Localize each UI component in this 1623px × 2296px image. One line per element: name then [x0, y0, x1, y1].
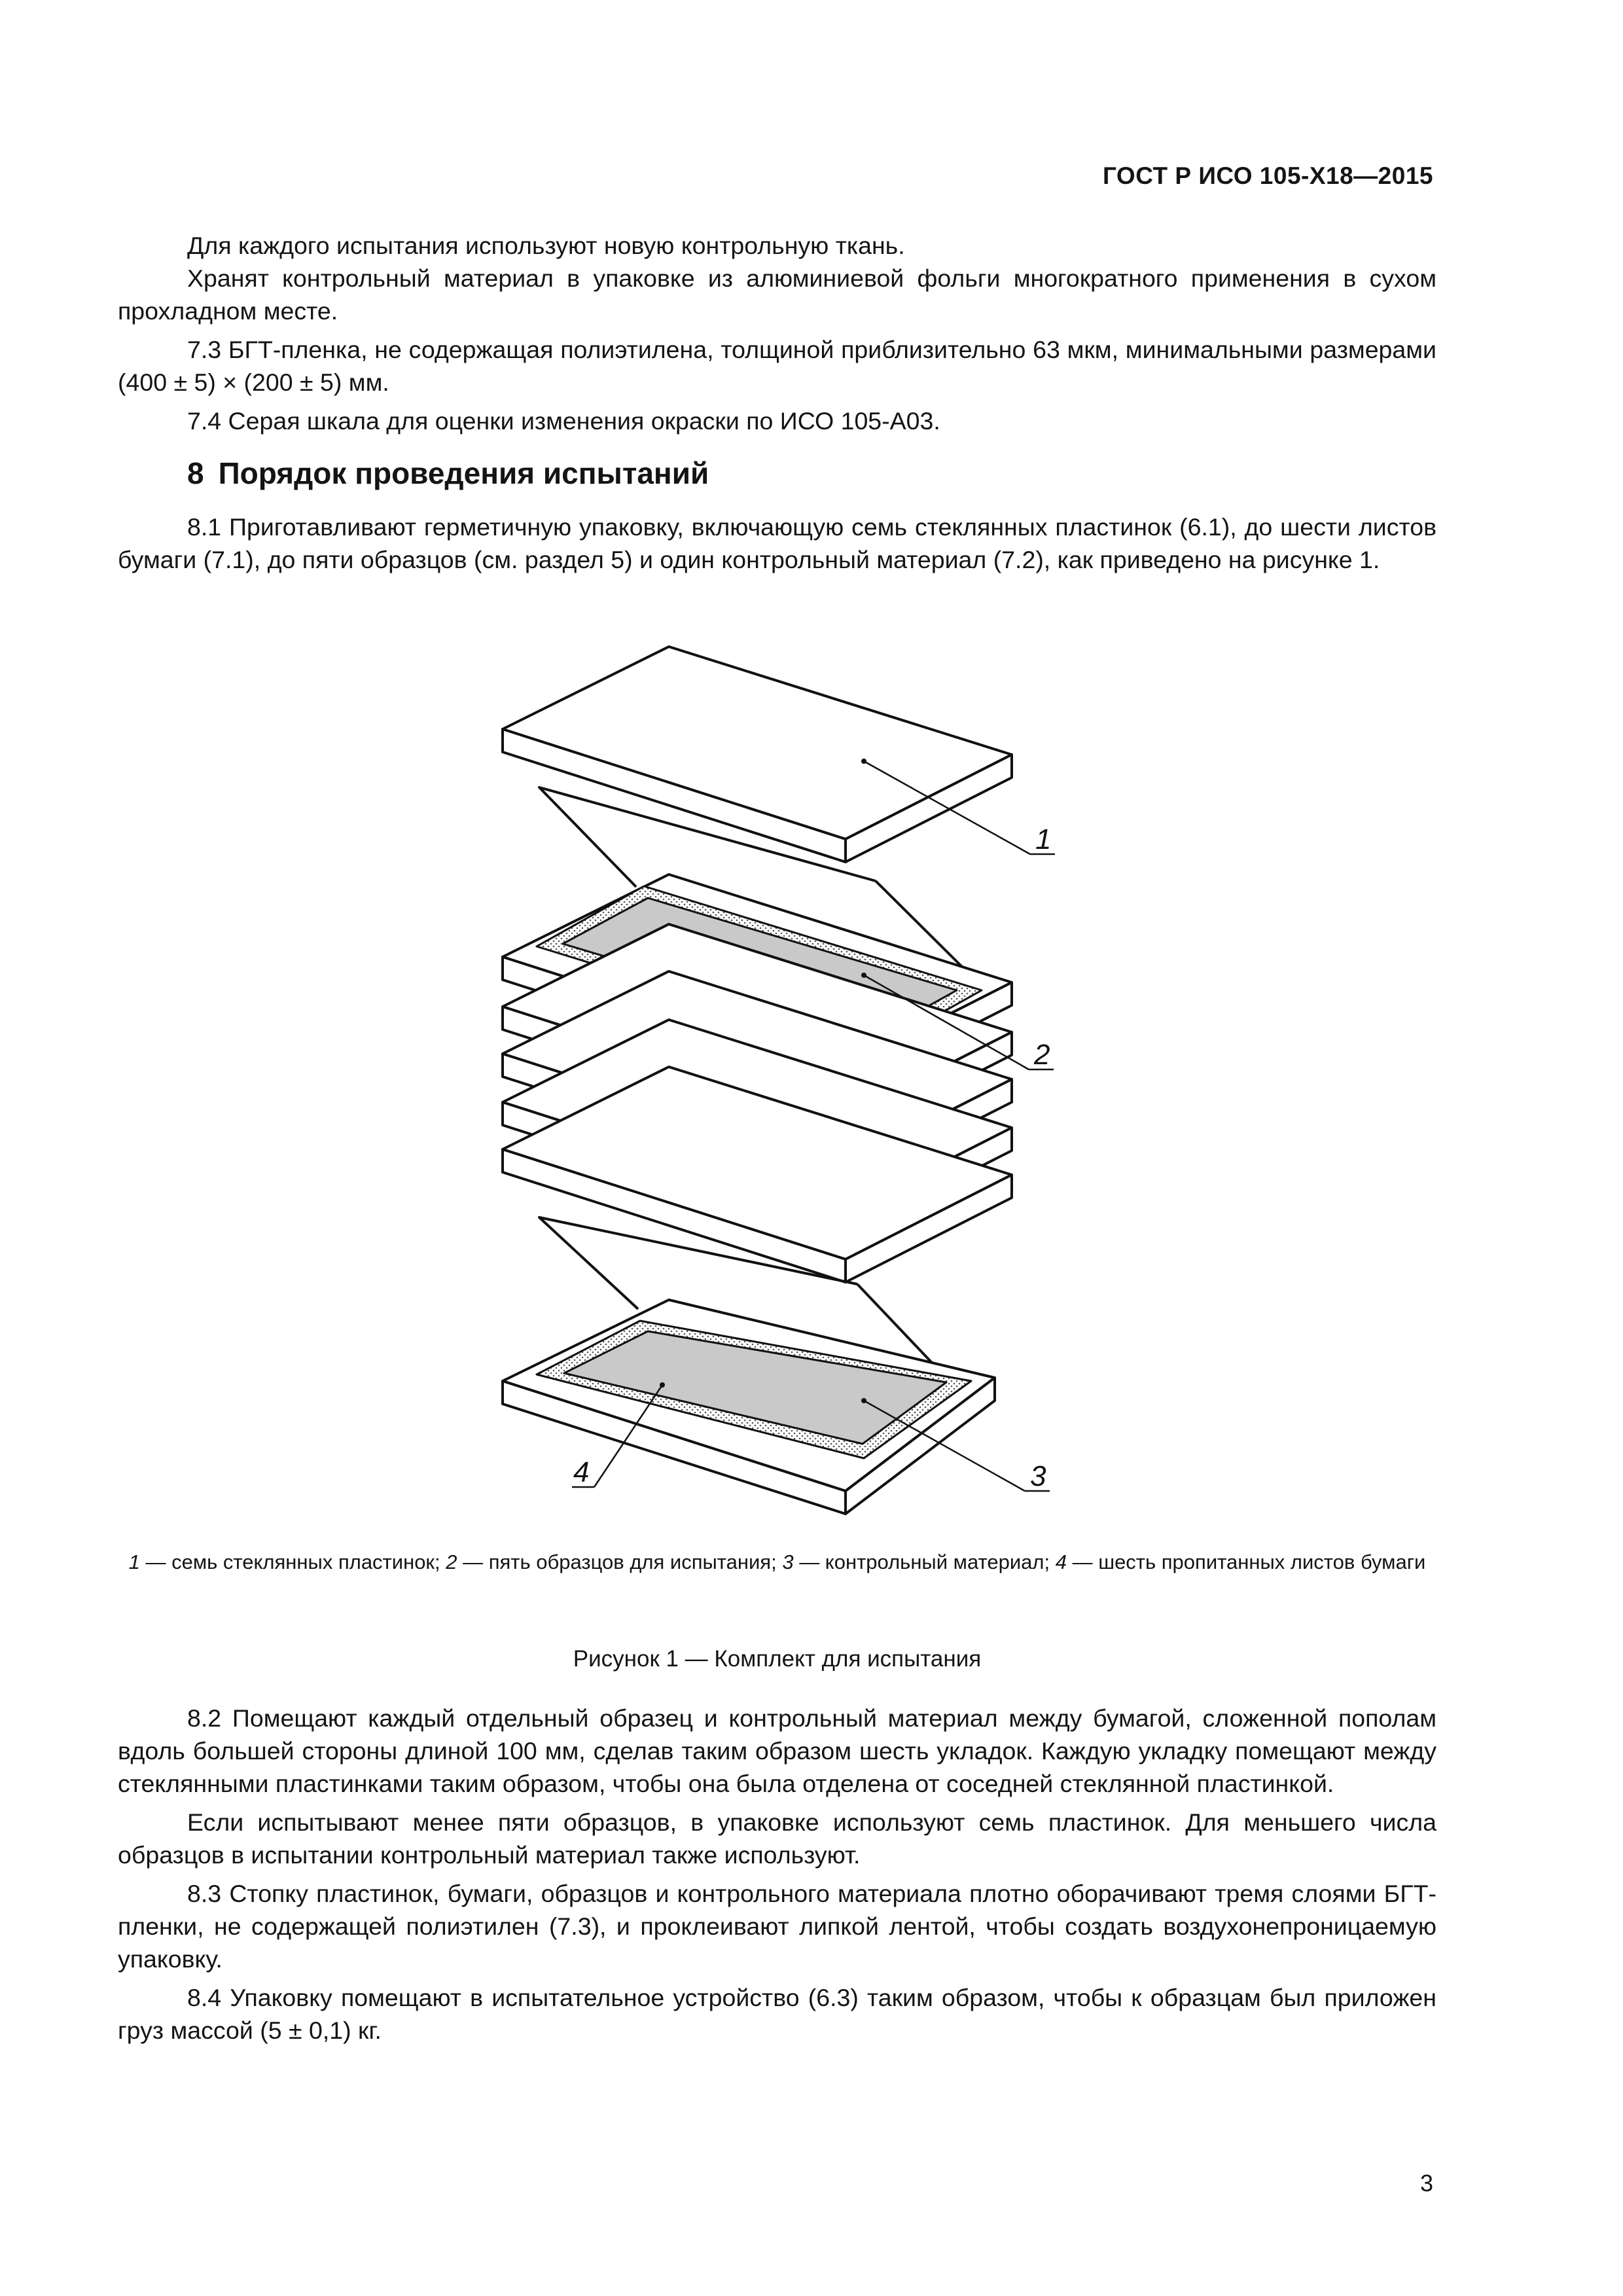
bottom-text-block [118, 1702, 1436, 2047]
section-number: 8 [187, 456, 204, 490]
legend-key-3: 3 [782, 1551, 794, 1573]
callout-4: 4 [573, 1456, 590, 1488]
paragraph-8-4: 8.4 Упаковку помещают в испытательное устройство (6.3) таким образом, чтобы к образцам был приложен груз массой (5 ± 0,1) кг. [118, 1984, 1436, 2044]
figure-caption: Рисунок 1 — Комплект для испытания [573, 1646, 982, 1672]
figure-legend [118, 1548, 1436, 1577]
section-title: Порядок проведения испытаний [218, 456, 709, 490]
callout-3: 3 [1030, 1460, 1046, 1492]
paragraph-8-1: 8.1 Приготавливают герметичную упаковку, включающую семь стеклянных пластинок (6.1), до шести листов бумаги (7.1), до пяти образцов (см. раздел 5) и один контрольный материал (7.2), как приведено на рисунке 1. [118, 513, 1436, 573]
document-header: ГОСТ Р ИСО 105-X18—2015 [1102, 162, 1433, 189]
callout-2: 2 [1034, 1039, 1050, 1071]
paragraph-8-3: 8.3 Стопку пластинок, бумаги, образцов и контрольного материала плотно оборачивают тремя слоями БГТ-пленки, не содержащей полиэтилен (7.3), и проклеивают липкой лентой, чтобы создать воздухонепроницаемую упаковку. [118, 1880, 1436, 1973]
callout-1: 1 [1035, 823, 1052, 855]
paragraph-storage: Хранят контрольный материал в упаковке из алюминиевой фольги многократного применения в сухом прохладном месте. [118, 264, 1436, 325]
legend-text-1: — семь стеклянных пластинок; [139, 1551, 446, 1573]
page-number: 3 [1419, 2170, 1433, 2197]
legend-key-4: 4 [1055, 1551, 1067, 1573]
paragraph-control-fabric: Для каждого испытания используют новую контрольную ткань. [187, 232, 905, 259]
legend-text-3: — контрольный материал; [793, 1551, 1056, 1573]
legend-key-1: 1 [128, 1551, 140, 1573]
legend-text-2: — пять образцов для испытания; [457, 1551, 783, 1573]
paragraph-8-2: 8.2 Помещают каждый отдельный образец и контрольный материал между бумагой, сложенной пополам вдоль большей стороны длиной 100 мм, сделав таким образом шесть укладок. Каждую укладку помещают между стеклянными пластинками таким образом, чтобы она была отделена от соседней стеклянной пластинкой. [118, 1704, 1436, 1797]
legend-key-2: 2 [446, 1551, 457, 1573]
paragraph-7-3: 7.3 БГТ-пленка, не содержащая полиэтилена, толщиной приблизительно 63 мкм, минимальными размерами (400 ± 5) × (200 ± 5) мм. [118, 336, 1436, 396]
paragraph-fewer-specimens: Если испытывают менее пяти образцов, в упаковке используют семь пластинок. Для меньшего числа образцов в испытании контрольный материал также используют. [118, 1808, 1436, 1869]
paragraph-7-4: 7.4 Серая шкала для оценки изменения окраски по ИСО 105-А03. [187, 407, 940, 435]
legend-text-4: — шесть пропитанных листов бумаги [1066, 1551, 1426, 1573]
